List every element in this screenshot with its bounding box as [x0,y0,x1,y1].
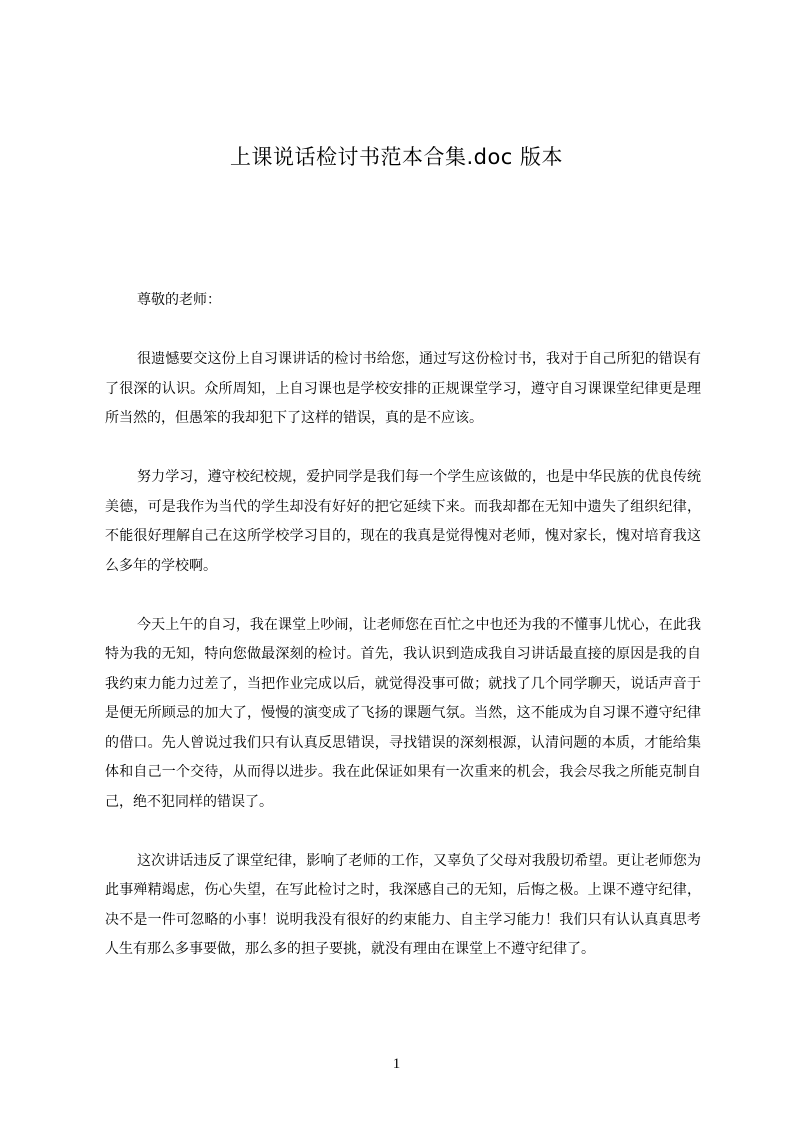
greeting: 尊敬的老师： [137,292,221,308]
document-title: 上课说话检讨书范本合集.doc 版本 [229,145,564,169]
document-body [105,286,701,965]
paragraph-3: 今天上午的自习，我在课堂上吵闹，让老师您在百忙之中也还为我的不懂事儿忧心，在此我特为我的无知，特向您做最深刻的检讨。首先，我认识到造成我自习讲话最直接的原因是我的自我约束力能力过差了，当把作业完成以后，就觉得没事可做；就找了几个同学聊天，说话声音于是便无所顾忌的加大了，慢慢的演变成了飞扬的课题气氛。当然，这不能成为自习课不遵守纪律的借口。先人曾说过我们只有认真反思错误，寻找错误的深刻根源，认清问题的本质，才能给集体和自己一个交待，从而得以进步。我在此保证如果有一次重来的机会，我会尽我之所能克制自己，绝不犯同样的错误了。 [105,616,701,810]
paragraph-4: 这次讲话违反了课堂纪律，影响了老师的工作，又辜负了父母对我殷切希望。更让老师您为此事殚精竭虑，伤心失望，在写此检讨之时，我深感自己的无知，后悔之极。上课不遵守纪律，决不是一件可忽略的小事！说明我没有很好的约束能力、自主学习能力！我们只有认认真真思考人生有那么多事要做，那么多的担子要挑，就没有理由在课堂上不遵守纪律了。 [105,852,701,957]
page-number: 1 [392,1056,401,1072]
paragraph-1: 很遗憾要交这份上自习课讲话的检讨书给您，通过写这份检讨书，我对于自己所犯的错误有了很深的认识。众所周知，上自习课也是学校安排的正规课堂学习，遵守自习课课堂纪律更是理所当然的，但愚笨的我却犯下了这样的错误，真的是不应该。 [105,351,701,426]
paragraph-2: 努力学习，遵守校纪校规，爱护同学是我们每一个学生应该做的，也是中华民族的优良传统美德，可是我作为当代的学生却没有好好的把它延续下来。而我却都在无知中遗失了组织纪律，不能很好理解自己在这所学校学习目的，现在的我真是觉得愧对老师，愧对家长，愧对培育我这么多年的学校啊。 [105,469,701,574]
